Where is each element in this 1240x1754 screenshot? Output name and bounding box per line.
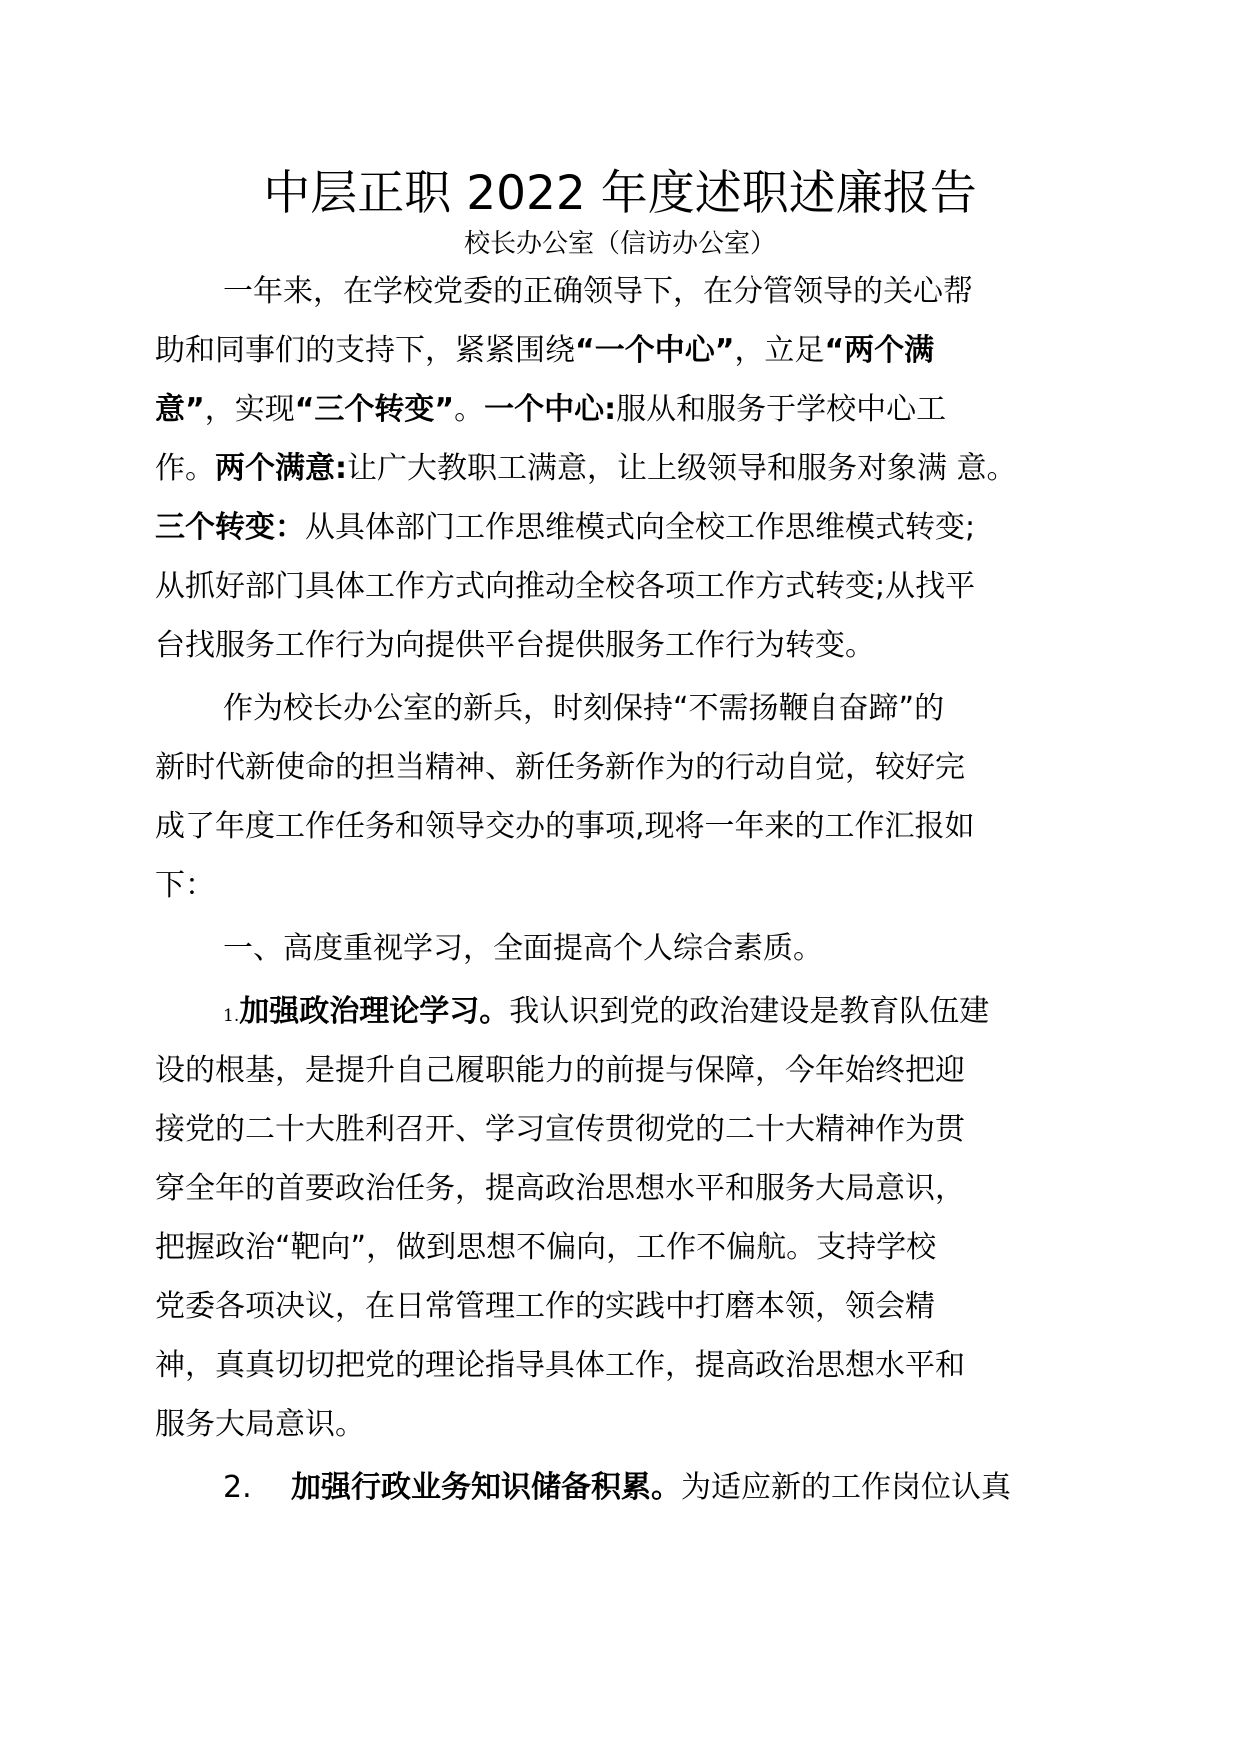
bold-text: “两个满 [824,333,935,368]
paragraph-3-line: 穿全年的首要政治任务，提高政治思想水平和服务大局意识， [155,1171,965,1206]
paragraph-1-line: 从抓好部门具体工作方式向推动全校各项工作方式转变;从找平 [155,569,976,604]
document-title: 中层正职 2022 年度述职述廉报告 [263,166,977,221]
paragraph-1-line [155,321,1075,380]
bold-text: 加强政治理论学习。 [239,994,510,1029]
paragraph-1-line [155,262,1075,321]
paragraph-2-line: 下： [155,868,215,903]
text-span: 助和同事们的支持下，紧紧围绕 [155,333,575,368]
text-span: 一年来，在学校党委的正确领导下，在分管领导的关心帮 [223,274,973,309]
bold-text: 三个转变： [155,510,305,545]
bold-text: 一个中心: [484,392,617,427]
paragraph-1-line: 台找服务工作行为向提供平台提供服务工作行为转变。 [155,628,875,663]
paragraph-2-line: 成了年度工作任务和领导交办的事项,现将一年来的工作汇报如 [155,809,975,844]
document-body [155,262,1075,1517]
paragraph-3-line: 党委各项决议，在日常管理工作的实践中打磨本领，领会精 [155,1289,935,1324]
bold-text: “三个转变” [294,392,455,427]
paragraph-3-line: 接党的二十大胜利召开、学习宣传贯彻党的二十大精神作为贯 [155,1112,965,1147]
paragraph-1-line [155,380,1075,439]
section-heading-1: 一、高度重视学习，全面提高个人综合素质。 [223,931,823,966]
paragraph-2-line: 作为校长办公室的新兵，时刻保持“不需扬鞭自奋蹄”的 [223,691,945,726]
paragraph-2-line: 新时代新使命的担当精神、新任务新作为的行动自觉，较好完 [155,750,965,785]
paragraph-3-line: 神，真真切切把党的理论指导具体工作，提高政治思想水平和 [155,1348,965,1383]
text-span: 。 [454,392,485,427]
paragraph-1-line [155,498,1075,557]
list-number: 1. [223,1006,240,1026]
text-span: 作。 [155,451,215,486]
text-span: ，立足 [734,333,825,368]
text-span: 我认识到党的政治建设是教育队伍建 [509,994,990,1029]
paragraph-3-line: 设的根基，是提升自己履职能力的前提与保障，今年始终把迎 [155,1053,965,1088]
paragraph-3-line [155,982,1075,1041]
bold-text: 意” [155,392,205,427]
text-span: 让广大教职工满意，让上级领导和服务对象满 意。 [347,451,1017,486]
paragraph-3-line: 把握政治“靶向”，做到思想不偏向，工作不偏航。支持学校 [155,1230,937,1265]
paragraph-3-line: 服务大局意识。 [155,1407,365,1442]
text-span: ，实现 [204,392,295,427]
bold-text: 加强行政业务知识储备积累。 [291,1470,681,1505]
list-number: 2. [223,1470,252,1505]
bold-text: 两个满意: [215,451,347,486]
document-subtitle: 校长办公室（信访办公室） [463,229,776,259]
paragraph-4-line [155,1458,1075,1517]
paragraph-1-line [155,439,1075,498]
bold-text: “一个中心” [575,333,735,368]
text-span: 为适应新的工作岗位认真 [681,1470,1011,1505]
text-span: 服从和服务于学校中心工 [616,392,947,427]
text-span: 从具体部门工作思维模式向全校工作思维模式转变; [305,510,976,545]
